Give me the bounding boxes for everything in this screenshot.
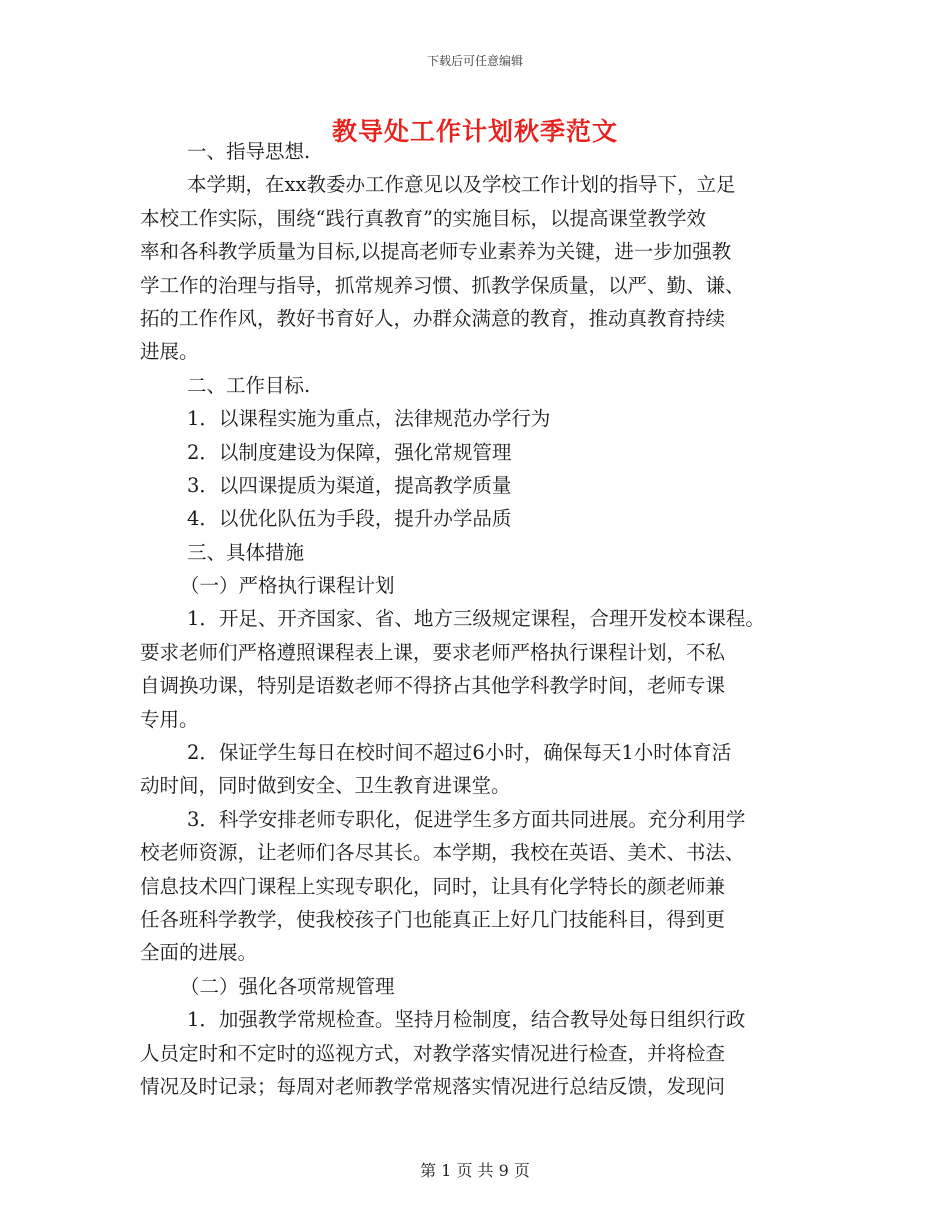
paragraph-line: 情况及时记录；每周对老师教学常规落实情况进行总结反馈，发现问 bbox=[140, 1074, 726, 1098]
list-item: 1．以课程实施为重点，法律规范办学行为 bbox=[187, 407, 551, 431]
document-body bbox=[140, 135, 820, 1103]
section-heading-3: 三、具体措施 bbox=[187, 540, 305, 564]
list-item: 2．以制度建设为保障，强化常规管理 bbox=[187, 440, 512, 464]
paragraph-line: 校老师资源，让老师们各尽其长。本学期，我校在英语、美术、书法、 bbox=[140, 841, 745, 865]
paragraph-line: 动时间，同时做到安全、卫生教育进课堂。 bbox=[140, 774, 511, 798]
section-heading-1: 一、指导思想. bbox=[187, 140, 311, 163]
paragraph-line: 本学期，在xx教委办工作意见以及学校工作计划的指导下，立足 bbox=[187, 173, 736, 197]
list-item: 4．以优化队伍为手段，提升办学品质 bbox=[187, 507, 512, 531]
page-footer: 第 1 页 共 9 页 bbox=[420, 1161, 530, 1180]
paragraph-line: 1．加强教学常规检查。坚持月检制度，结合教导处每日组织行政 bbox=[187, 1008, 746, 1032]
paragraph-line: 自调换功课，特别是语数老师不得挤占其他学科教学时间，老师专课 bbox=[140, 674, 726, 698]
paragraph-line: 3．科学安排老师专职化，促进学生多方面共同进展。充分利用学 bbox=[187, 807, 746, 831]
paragraph-line: 2．保证学生每日在校时间不超过6小时，确保每天1小时体育活 bbox=[187, 741, 732, 765]
paragraph-line: 专用。 bbox=[140, 707, 199, 731]
subsection-heading-2: （二）强化各项常规管理 bbox=[180, 974, 395, 998]
paragraph-line: 要求老师们严格遵照课程表上课，要求老师严格执行课程计划，不私 bbox=[140, 640, 726, 664]
paragraph-line: 学工作的治理与指导，抓常规养习惯、抓教学保质量，以严、勤、谦、 bbox=[140, 273, 745, 297]
list-item: 3．以四课提质为渠道，提高教学质量 bbox=[187, 473, 512, 497]
paragraph-line: 本校工作实际，围绕“践行真教育”的实施目标，以提高课堂教学效 bbox=[140, 206, 706, 230]
document-title: 教导处工作计划秋季范文 bbox=[331, 117, 618, 146]
section-heading-2: 二、工作目标. bbox=[187, 373, 311, 397]
page-header: 下载后可任意编辑 bbox=[426, 54, 523, 68]
subsection-heading-1: （一）严格执行课程计划 bbox=[180, 574, 395, 598]
paragraph-line: 人员定时和不定时的巡视方式，对教学落实情况进行检查，并将检查 bbox=[140, 1041, 726, 1065]
paragraph-line: 信息技术四门课程上实现专职化，同时，让具有化学特长的颜老师兼 bbox=[140, 874, 726, 898]
paragraph-line: 率和各科教学质量为目标,以提高老师专业素养为关键，进一步加强教 bbox=[140, 240, 732, 264]
paragraph-line: 1．开足、开齐国家、省、地方三级规定课程，合理开发校本课程。 bbox=[187, 607, 765, 631]
paragraph-line: 进展。 bbox=[140, 340, 199, 364]
paragraph-line: 任各班科学教学，使我校孩子门也能真正上好几门技能科目，得到更 bbox=[140, 907, 726, 931]
paragraph-line: 全面的进展。 bbox=[140, 941, 258, 965]
paragraph-line: 拓的工作作风，教好书育好人，办群众满意的教育，推动真教育持续 bbox=[140, 306, 726, 330]
